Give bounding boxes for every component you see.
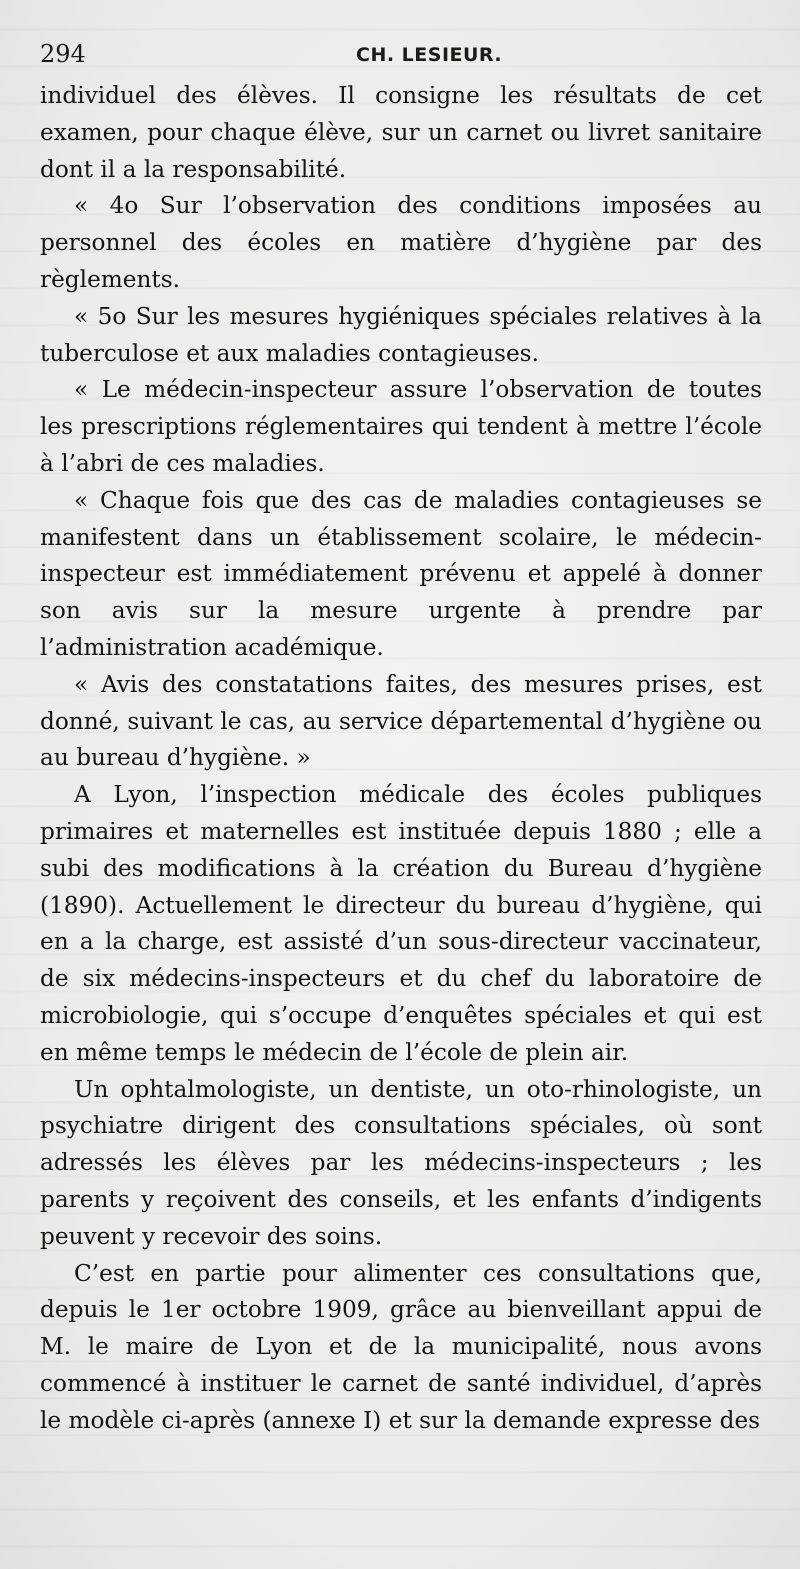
paragraph: « 5o Sur les mesures hygiéniques spéciales relatives à la tuberculose et aux maladies contagieuses. <box>40 302 762 367</box>
body-text <box>40 78 762 1439</box>
paragraph: Un ophtalmologiste, un dentiste, un oto-rhinologiste, un psychiatre dirigent des consultations spéciales, où sont adressés les élèves par les médecins-inspecteurs ; les parents y reçoivent des conseils, et les enfants d’indigents peuvent y recevoir des soins. <box>40 1075 762 1250</box>
paragraph: « Chaque fois que des cas de maladies contagieuses se manifestent dans un établissement scolaire, le médecin-inspecteur est immédiatement prévenu et appelé à donner son avis sur la mesure urgente à prendre par l’administration académique. <box>40 486 762 661</box>
running-title: CH. LESIEUR. <box>356 44 503 66</box>
paragraph: « 4o Sur l’observation des conditions imposées au personnel des écoles en matière d’hygiène par des règlements. <box>40 192 762 293</box>
paragraph: C’est en partie pour alimenter ces consultations que, depuis le 1er octobre 1909, grâce au bienveillant appui de M. le maire de Lyon et de la municipalité, nous avons commencé à instituer le carnet de santé individuel, d’après le modèle ci-après (annexe I) et sur la demande expresse des <box>40 1259 762 1434</box>
page-header <box>40 38 760 74</box>
paragraph: individuel des élèves. Il consigne les résultats de cet examen, pour chaque élève, sur un carnet ou livret sanitaire dont il a la responsabilité. <box>40 82 762 183</box>
paragraph: « Avis des constatations faites, des mesures prises, est donné, suivant le cas, au service départemental d’hygiène ou au bureau d’hygiène. » <box>40 670 762 772</box>
paragraph: « Le médecin-inspecteur assure l’observation de toutes les prescriptions réglementaires qui tendent à mettre l’école à l’abri de ces maladies. <box>40 376 762 477</box>
page-number: 294 <box>40 40 86 68</box>
paragraph: A Lyon, l’inspection médicale des écoles publiques primaires et maternelles est instituée depuis 1880 ; elle a subi des modifications à la création du Bureau d’hygiène (1890). Actuellement le directeur du bureau d’hygiène, qui en a la charge, est assisté d’un sous-directeur vaccinateur, de six médecins-inspecteurs et du chef du laboratoire de microbiologie, qui s’occupe d’enquêtes spéciales et qui est en même temps le médecin de l’école de plein air. <box>40 781 762 1066</box>
